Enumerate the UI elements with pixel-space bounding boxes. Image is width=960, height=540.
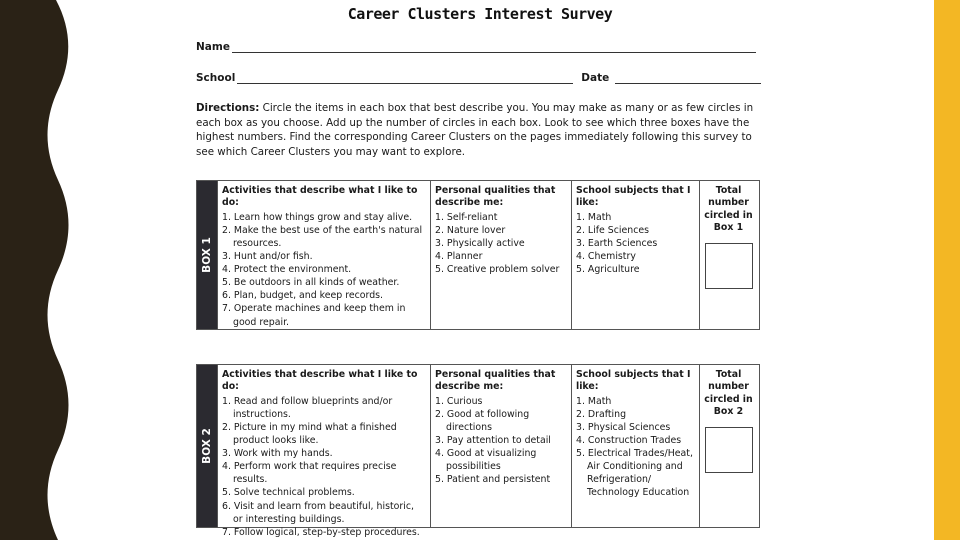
box-2-total-input[interactable] <box>705 427 753 473</box>
box-1-activities-header: Activities that describe what I like to do: <box>222 185 418 209</box>
box-2-quality-item[interactable]: 3. Pay attention to detail <box>435 435 551 447</box>
box-1-activities-column <box>217 181 430 329</box>
box-2-label: BOX 2 <box>201 428 213 464</box>
box-1-quality-item[interactable]: 1. Self-reliant <box>435 211 498 223</box>
directions-paragraph <box>196 101 758 159</box>
date-label: Date <box>581 72 610 84</box>
box-2 <box>196 364 760 538</box>
box-1-subject-item[interactable]: 1. Math <box>576 211 612 223</box>
box-2-subject-item[interactable]: 4. Construction Trades <box>576 435 682 447</box>
date-field[interactable] <box>615 71 761 84</box>
box-2-subjects-column <box>571 365 699 527</box>
box-1-subjects-column <box>571 181 699 329</box>
box-2-qualities-header: Personal qualities that describe me: <box>435 369 556 393</box>
box-2-subject-item[interactable]: 3. Physical Sciences <box>576 422 671 433</box>
box-2-quality-item[interactable]: 5. Patient and persistent <box>435 474 551 486</box>
box-2-total-label: Total number circled in Box 2 <box>704 369 753 418</box>
box-1-total-column <box>699 181 757 329</box>
box-2-activity-item[interactable]: 5. Solve technical problems. <box>222 487 355 499</box>
box-1-quality-item[interactable]: 4. Planner <box>435 251 483 263</box>
school-date-row <box>196 71 761 84</box>
box-2-activity-item[interactable]: 6. Visit and learn from beautiful, historic, or interesting buildings. <box>222 500 414 525</box>
box-1-subject-item[interactable]: 3. Earth Sciences <box>576 238 658 249</box>
school-field[interactable] <box>237 71 573 84</box>
box-1-qualities-header: Personal qualities that describe me: <box>435 185 556 209</box>
name-label: Name <box>196 41 230 53</box>
name-field[interactable] <box>232 40 756 53</box>
box-1-quality-item[interactable]: 3. Physically active <box>435 238 525 249</box>
name-field-row <box>196 40 756 53</box>
box-1-side-label <box>197 181 217 329</box>
box-1-quality-item[interactable]: 2. Nature lover <box>435 224 506 236</box>
box-2-total-column <box>699 365 757 527</box>
survey-title: Career Clusters Interest Survey <box>347 5 613 23</box>
box-1-subject-item[interactable]: 4. Chemistry <box>576 251 636 263</box>
box-1-quality-item[interactable]: 5. Creative problem solver <box>435 264 560 276</box>
box-1-activity-item[interactable]: 4. Protect the environment. <box>222 264 352 276</box>
directions-text: Circle the items in each box that best describe you. You may make as many or as few circles in each box as you choose. Add up the number of circles in each box. Look to see which three boxes have the highest numbers. Find the corresponding Career Clusters on the pages immediately following this survey to see which Career Clusters you may want to explore. <box>196 102 754 158</box>
box-2-quality-item[interactable]: 2. Good at following directions <box>435 408 530 433</box>
box-1-subject-item[interactable]: 2. Life Sciences <box>576 224 650 236</box>
box-1-qualities-column <box>430 181 571 329</box>
box-2-activity-item[interactable]: 2. Picture in my mind what a finished product looks like. <box>222 422 397 447</box>
box-1-activity-item[interactable]: 1. Learn how things grow and stay alive. <box>222 211 413 223</box>
school-label: School <box>196 72 236 84</box>
box-2-side-label <box>197 365 217 527</box>
decorative-yellow-strip <box>934 0 960 540</box>
box-2-subject-item[interactable]: 1. Math <box>576 395 612 407</box>
box-2-activity-item[interactable]: 7. Follow logical, step-by-step procedures. <box>222 526 420 538</box>
box-2-qualities-column <box>430 365 571 527</box>
box-2-subject-item[interactable]: 5. Electrical Trades/Heat, Air Conditioning and Refrigeration/ Technology Education <box>576 448 693 499</box>
box-1-total-label: Total number circled in Box 1 <box>704 185 753 234</box>
box-1-label: BOX 1 <box>201 237 213 273</box>
box-1-activity-item[interactable]: 7. Operate machines and keep them in good repair. <box>222 303 406 328</box>
box-2-subjects-header: School subjects that I like: <box>576 369 691 393</box>
box-2-activity-item[interactable]: 1. Read and follow blueprints and/or instructions. <box>222 395 393 420</box>
box-2-activity-item[interactable]: 3. Work with my hands. <box>222 448 333 460</box>
box-2-activity-item[interactable]: 4. Perform work that requires precise results. <box>222 461 397 486</box>
box-1 <box>196 180 760 330</box>
box-1-activity-item[interactable]: 6. Plan, budget, and keep records. <box>222 290 384 302</box>
box-1-subjects-header: School subjects that I like: <box>576 185 691 209</box>
box-2-activities-header: Activities that describe what I like to do: <box>222 369 418 393</box>
box-1-activity-item[interactable]: 3. Hunt and/or fish. <box>222 251 313 263</box>
box-2-subject-item[interactable]: 2. Drafting <box>576 408 627 420</box>
box-1-activity-item[interactable]: 2. Make the best use of the earth's natural resources. <box>222 224 423 249</box>
box-2-activities-column <box>217 365 430 538</box>
box-1-total-input[interactable] <box>705 243 753 289</box>
box-1-activity-item[interactable]: 5. Be outdoors in all kinds of weather. <box>222 277 400 289</box>
directions-label: Directions: <box>196 102 260 114</box>
decorative-wavy-edge <box>0 0 76 540</box>
box-1-subject-item[interactable]: 5. Agriculture <box>576 264 640 276</box>
box-2-quality-item[interactable]: 4. Good at visualizing possibilities <box>435 448 537 473</box>
box-2-quality-item[interactable]: 1. Curious <box>435 395 483 407</box>
